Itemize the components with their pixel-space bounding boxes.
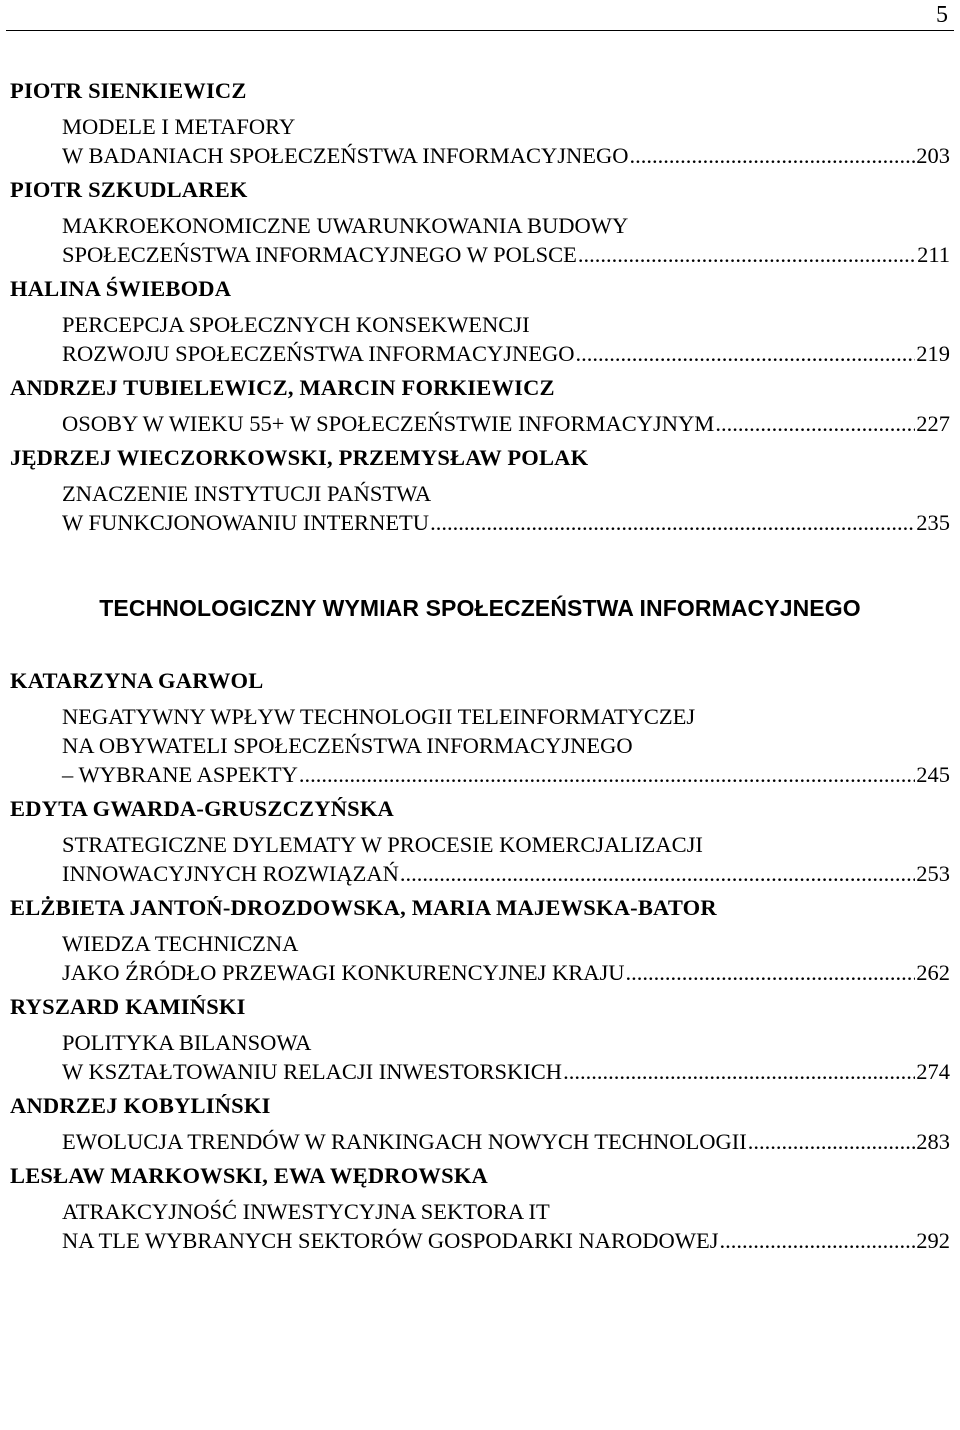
entry-title-last-line: [62, 859, 950, 888]
entry-title-line: POLITYKA BILANSOWA: [62, 1030, 312, 1055]
entry-author: KATARZYNA GARWOL: [10, 668, 264, 693]
entry-author: ANDRZEJ TUBIELEWICZ, MARCIN FORKIEWICZ: [10, 375, 555, 400]
entry-title-line: ZNACZENIE INSTYTUCJI PAŃSTWA: [62, 481, 432, 506]
entry-title-line: WIEDZA TECHNICZNA: [62, 931, 299, 956]
entry-title: [10, 1028, 950, 1086]
dot-leader: [720, 1226, 916, 1255]
dot-leader: [578, 240, 916, 269]
entry-title-last-line: [62, 240, 950, 269]
page-number: 5: [936, 2, 948, 28]
entry-title: [10, 310, 950, 368]
entry-author: JĘDRZEJ WIECZORKOWSKI, PRZEMYSŁAW POLAK: [10, 445, 589, 470]
entry-page-number: 292: [916, 1228, 950, 1253]
entry-page-number: 227: [916, 411, 950, 436]
entry-title-line: MAKROEKONOMICZNE UWARUNKOWANIA BUDOWY: [62, 213, 629, 238]
toc-entry[interactable]: [10, 373, 950, 438]
toc-entry[interactable]: [10, 1161, 950, 1255]
toc-entry[interactable]: [10, 443, 950, 537]
toc-entry[interactable]: [10, 1091, 950, 1156]
entry-page-number: 283: [916, 1129, 950, 1154]
entry-title: [10, 1197, 950, 1255]
toc-entry[interactable]: [10, 794, 950, 888]
entry-author: HALINA ŚWIEBODA: [10, 276, 232, 301]
dot-leader: [748, 1127, 915, 1156]
entry-title-line: PERCEPCJA SPOŁECZNYCH KONSEKWENCJI: [62, 312, 530, 337]
entry-title-line: OSOBY W WIEKU 55+ W SPOŁECZEŃSTWIE INFORMACYJNYM: [62, 411, 715, 436]
dot-leader: [576, 339, 916, 368]
entry-title-line: NA TLE WYBRANYCH SEKTORÓW GOSPODARKI NARODOWEJ: [62, 1228, 719, 1253]
entry-title-line: NA OBYWATELI SPOŁECZEŃSTWA INFORMACYJNEGO: [62, 733, 633, 758]
toc-entry[interactable]: [10, 76, 950, 170]
entry-author: ANDRZEJ KOBYLIŃSKI: [10, 1093, 271, 1118]
entry-title-last-line: [62, 1057, 950, 1086]
entry-author: RYSZARD KAMIŃSKI: [10, 994, 246, 1019]
entry-title-line: – WYBRANE ASPEKTY: [62, 762, 298, 787]
toc-group-2: [10, 666, 950, 1255]
entry-page-number: 235: [916, 510, 950, 535]
entry-page-number: 262: [916, 960, 950, 985]
dot-leader: [626, 958, 916, 987]
entry-title: [10, 409, 950, 438]
entry-title-line: STRATEGICZNE DYLEMATY W PROCESIE KOMERCJALIZACJI: [62, 832, 703, 857]
entry-page-number: 219: [916, 341, 950, 366]
entry-title-last-line: [62, 141, 950, 170]
entry-title-last-line: [62, 760, 950, 789]
entry-title: [10, 702, 950, 789]
entry-title-last-line: [62, 1127, 950, 1156]
entry-page-number: 274: [916, 1059, 950, 1084]
entry-title-line: W BADANIACH SPOŁECZEŃSTWA INFORMACYJNEGO: [62, 143, 629, 168]
entry-author: PIOTR SZKUDLAREK: [10, 177, 248, 202]
toc-entry[interactable]: [10, 893, 950, 987]
entry-title-last-line: [62, 409, 950, 438]
entry-author: LESŁAW MARKOWSKI, EWA WĘDROWSKA: [10, 1163, 488, 1188]
toc-entry[interactable]: [10, 274, 950, 368]
dot-leader: [299, 760, 915, 789]
entry-title-last-line: [62, 1226, 950, 1255]
entry-title-line: EWOLUCJA TRENDÓW W RANKINGACH NOWYCH TECHNOLOGII: [62, 1129, 747, 1154]
entry-title-last-line: [62, 958, 950, 987]
entry-title-line: NEGATYWNY WPŁYW TECHNOLOGII TELEINFORMATYCZEJ: [62, 704, 696, 729]
entry-page-number: 203: [916, 143, 950, 168]
toc-entry[interactable]: [10, 666, 950, 789]
toc-entry[interactable]: [10, 992, 950, 1086]
entry-title-line: W KSZTAŁTOWANIU RELACJI INWESTORSKICH: [62, 1059, 563, 1084]
entry-title-line: INNOWACYJNYCH ROZWIĄZAŃ: [62, 861, 399, 886]
entry-title: [10, 929, 950, 987]
entry-title-line: SPOŁECZEŃSTWA INFORMACYJNEGO W POLSCE: [62, 242, 577, 267]
entry-title: [10, 479, 950, 537]
entry-title-line: MODELE I METAFORY: [62, 114, 296, 139]
section-heading: TECHNOLOGICZNY WYMIAR SPOŁECZEŃSTWA INFORMACYJNEGO: [99, 595, 861, 621]
table-of-contents: [10, 76, 950, 1260]
header-rule: [6, 30, 954, 31]
entry-title: [10, 830, 950, 888]
entry-author: ELŻBIETA JANTOŃ-DROZDOWSKA, MARIA MAJEWSKA-BATOR: [10, 895, 717, 920]
entry-title: [10, 112, 950, 170]
entry-author: EDYTA GWARDA-GRUSZCZYŃSKA: [10, 796, 395, 821]
entry-title: [10, 1127, 950, 1156]
toc-entry[interactable]: [10, 175, 950, 269]
entry-title-line: ROZWOJU SPOŁECZEŃSTWA INFORMACYJNEGO: [62, 341, 575, 366]
entry-title-line: W FUNKCJONOWANIU INTERNETU: [62, 510, 430, 535]
dot-leader: [630, 141, 916, 170]
entry-title-line: ATRAKCYJNOŚĆ INWESTYCYJNA SEKTORA IT: [62, 1199, 550, 1224]
entry-title-last-line: [62, 508, 950, 537]
dot-leader: [715, 409, 915, 438]
entry-page-number: 245: [916, 762, 950, 787]
toc-group-1: [10, 76, 950, 537]
entry-page-number: 211: [917, 242, 950, 267]
entry-author: PIOTR SIENKIEWICZ: [10, 78, 247, 103]
entry-title-line: JAKO ŹRÓDŁO PRZEWAGI KONKURENCYJNEJ KRAJU: [62, 960, 625, 985]
dot-leader: [430, 508, 915, 537]
entry-page-number: 253: [916, 861, 950, 886]
dot-leader: [400, 859, 915, 888]
entry-title-last-line: [62, 339, 950, 368]
entry-title: [10, 211, 950, 269]
dot-leader: [563, 1057, 915, 1086]
